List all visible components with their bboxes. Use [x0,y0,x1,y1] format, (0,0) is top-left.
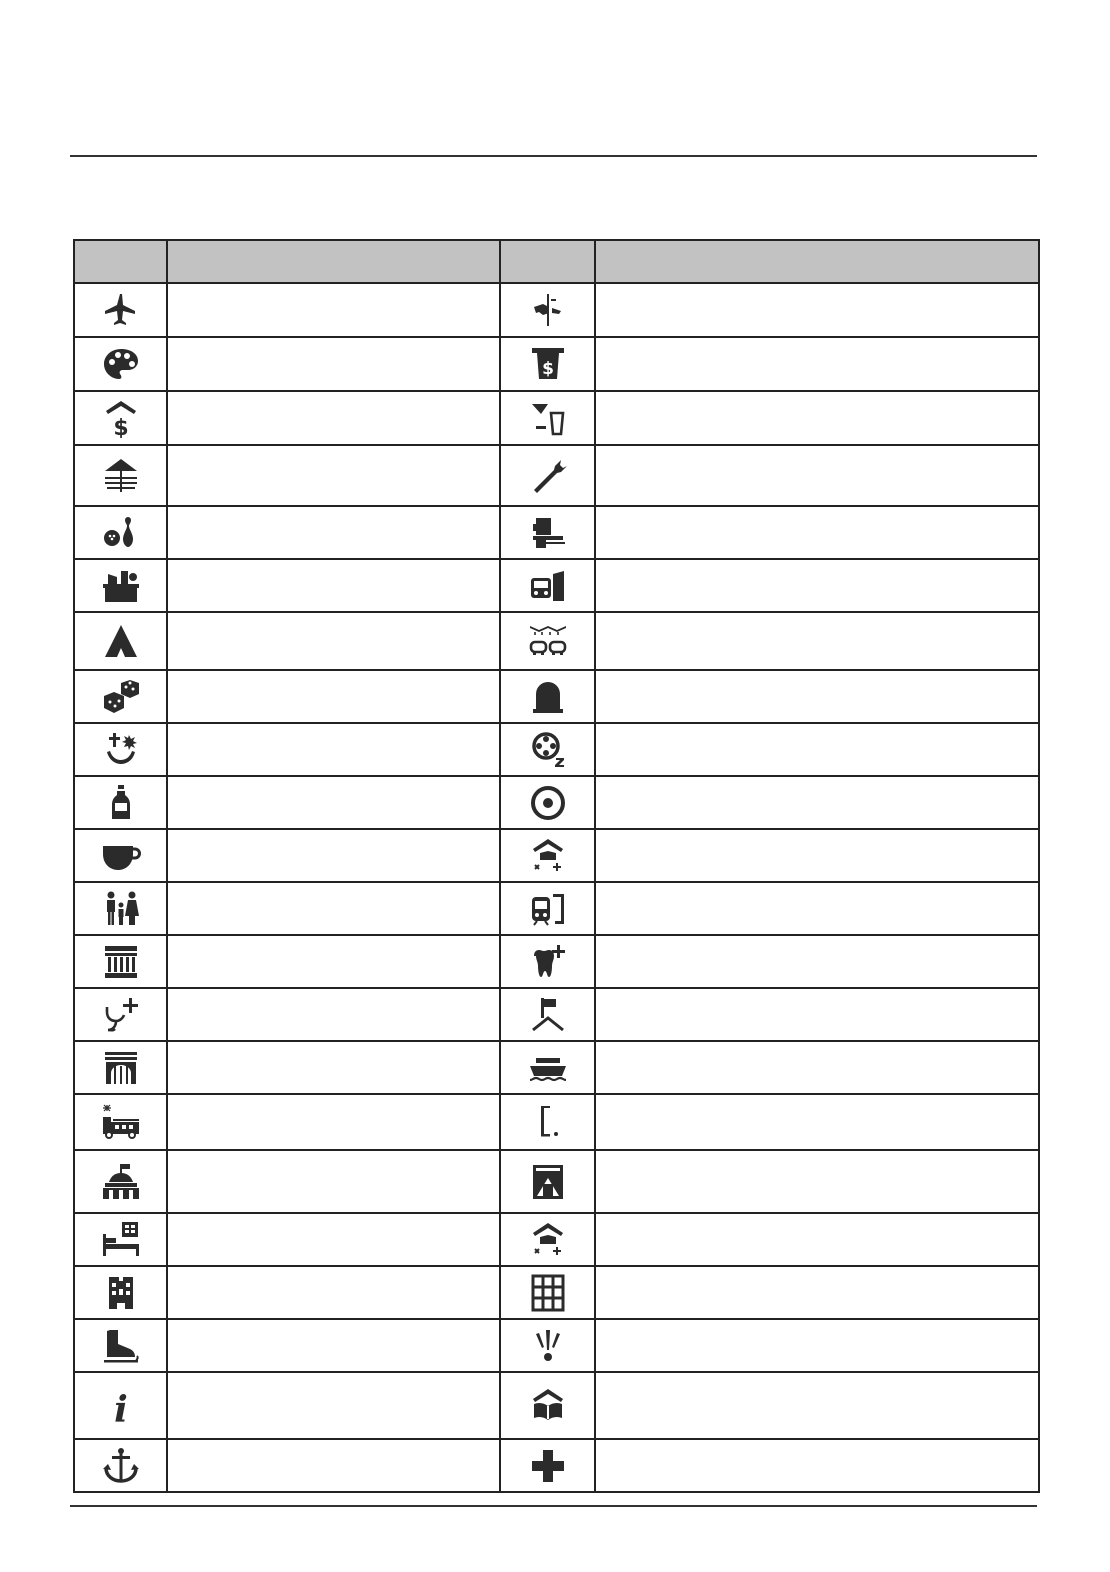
embassy-icon [500,988,595,1041]
header-symbol-right [500,240,595,283]
golf-icon [500,1094,595,1150]
office-building-icon [500,1266,595,1319]
bottom-rule [70,1505,1037,1507]
airplane-icon [74,283,167,337]
table-row [74,935,1039,988]
cemetery-icon [500,670,595,723]
table-row [74,1439,1039,1492]
poi-description-left [167,283,500,337]
exhibition-icon [74,1041,167,1094]
atm-icon-svg [528,344,568,384]
poi-description-left [167,882,500,935]
table-row [74,1094,1039,1150]
ice-skating-icon-svg [101,1326,141,1366]
atm-icon [500,337,595,391]
college-icon-svg [528,836,568,876]
airplane-icon-svg [101,290,141,330]
svg-text:i: i [113,1388,128,1426]
information-icon [74,1372,167,1439]
car-dealer-icon-svg [528,621,568,661]
bus-station-icon [500,559,595,612]
bar-icon [500,391,595,445]
golf-icon-svg [528,1102,568,1142]
bowling-icon-svg [101,513,141,553]
poi-description-right [595,1439,1039,1492]
community-icon [74,882,167,935]
poi-description-left [167,445,500,506]
bowling-icon [74,506,167,559]
table-row [74,506,1039,559]
amusement-park-icon [500,283,595,337]
table-row [74,1319,1039,1372]
church-icon [74,723,167,776]
table-row [74,612,1039,670]
table-row [74,670,1039,723]
ferry-icon [500,1041,595,1094]
poi-description-right [595,935,1039,988]
important-tourist-icon-svg [528,1326,568,1366]
table-row [74,829,1039,882]
poi-description-right [595,723,1039,776]
business-facility-icon [500,506,595,559]
hotel-icon [74,1213,167,1266]
poi-description-right [595,776,1039,829]
marina-icon [74,1439,167,1492]
table-row [74,1150,1039,1213]
poi-description-right [595,1266,1039,1319]
camping-icon-svg [101,621,141,661]
poi-description-right [595,829,1039,882]
coffee-cup-icon-svg [101,836,141,876]
poi-description-right [595,337,1039,391]
poi-description-left [167,1266,500,1319]
church-icon-svg [101,730,141,770]
library-icon-svg [528,1386,568,1426]
government-office-icon [74,1150,167,1213]
poi-description-right [595,882,1039,935]
marina-icon-svg [101,1446,141,1486]
header-description-left [167,240,500,283]
poi-description-left [167,723,500,776]
bottle-icon-svg [101,783,141,823]
table-row [74,337,1039,391]
table-row [74,445,1039,506]
poi-description-right [595,445,1039,506]
courthouse-icon-svg [101,942,141,982]
bottle-icon [74,776,167,829]
poi-symbol-table [73,239,1040,1493]
medical-cross-icon [500,1439,595,1492]
poi-description-right [595,612,1039,670]
doctor-icon [74,988,167,1041]
cemetery-icon-svg [528,677,568,717]
amusement-park-icon-svg [528,290,568,330]
poi-description-right [595,506,1039,559]
art-palette-icon [74,337,167,391]
city-centre-icon [500,776,595,829]
school-icon [500,1213,595,1266]
poi-description-left [167,935,500,988]
poi-description-left [167,670,500,723]
camping-icon [74,612,167,670]
poi-description-left [167,1439,500,1492]
hospital-icon-svg [101,1273,141,1313]
business-facility-icon-svg [528,513,568,553]
fire-truck-icon [74,1094,167,1150]
poi-description-left [167,506,500,559]
important-tourist-icon [500,1319,595,1372]
wrench-icon [500,445,595,506]
poi-description-left [167,391,500,445]
table-row [74,988,1039,1041]
hotel-icon-svg [101,1220,141,1260]
fire-truck-icon-svg [101,1102,141,1142]
poi-description-left [167,1372,500,1439]
poi-description-right [595,670,1039,723]
cinema-icon [500,723,595,776]
poi-description-left [167,776,500,829]
hospital-icon [74,1266,167,1319]
courthouse-icon [74,935,167,988]
poi-description-left [167,1150,500,1213]
poi-description-left [167,1094,500,1150]
poi-description-right [595,1150,1039,1213]
office-building-icon-svg [528,1273,568,1313]
information-icon-svg [101,1386,141,1426]
table-row [74,723,1039,776]
svg-text:$: $ [541,359,554,379]
school-icon-svg [528,1220,568,1260]
ferry-icon-svg [528,1048,568,1088]
poi-description-left [167,337,500,391]
poi-description-right [595,1094,1039,1150]
table-row [74,1266,1039,1319]
table-row [74,283,1039,337]
frontier-icon-svg [528,1162,568,1202]
beach-icon [74,445,167,506]
poi-description-right [595,1372,1039,1439]
poi-description-left [167,1041,500,1094]
wrench-icon-svg [528,456,568,496]
ice-skating-icon [74,1319,167,1372]
poi-description-right [595,1041,1039,1094]
table-row [74,391,1039,445]
header-symbol-left [74,240,167,283]
table-row [74,559,1039,612]
college-icon [500,829,595,882]
top-rule [70,155,1037,157]
svg-text:$: $ [112,416,129,438]
medical-cross-icon-svg [528,1446,568,1486]
poi-description-left [167,988,500,1041]
table-row [74,882,1039,935]
casino-dice-icon-svg [101,677,141,717]
government-office-icon-svg [101,1162,141,1202]
poi-description-right [595,559,1039,612]
coffee-cup-icon [74,829,167,882]
cinema-icon-svg [528,730,568,770]
casino-dice-icon [74,670,167,723]
poi-description-right [595,1319,1039,1372]
exhibition-icon-svg [101,1048,141,1088]
shop-icon [74,559,167,612]
art-palette-icon-svg [101,344,141,384]
poi-description-left [167,559,500,612]
header-description-right [595,240,1039,283]
dentist-icon-svg [528,942,568,982]
table-row [74,1372,1039,1439]
library-icon [500,1372,595,1439]
bus-station-icon-svg [528,566,568,606]
table-row [74,1213,1039,1266]
embassy-icon-svg [528,995,568,1035]
beach-icon-svg [101,456,141,496]
bank-icon [74,391,167,445]
poi-description-left [167,829,500,882]
poi-description-left [167,1213,500,1266]
train-station-icon-svg [528,889,568,929]
table-row [74,1041,1039,1094]
bar-icon-svg [528,398,568,438]
car-dealer-icon [500,612,595,670]
poi-description-right [595,283,1039,337]
train-station-icon [500,882,595,935]
table-header-row [74,240,1039,283]
bank-icon-svg [101,398,141,438]
poi-description-right [595,1213,1039,1266]
community-icon-svg [101,889,141,929]
city-centre-icon-svg [528,783,568,823]
doctor-icon-svg [101,995,141,1035]
poi-description-left [167,1319,500,1372]
poi-description-right [595,391,1039,445]
poi-description-left [167,612,500,670]
poi-description-right [595,988,1039,1041]
shop-icon-svg [101,566,141,606]
dentist-icon [500,935,595,988]
table-row [74,776,1039,829]
frontier-icon [500,1150,595,1213]
